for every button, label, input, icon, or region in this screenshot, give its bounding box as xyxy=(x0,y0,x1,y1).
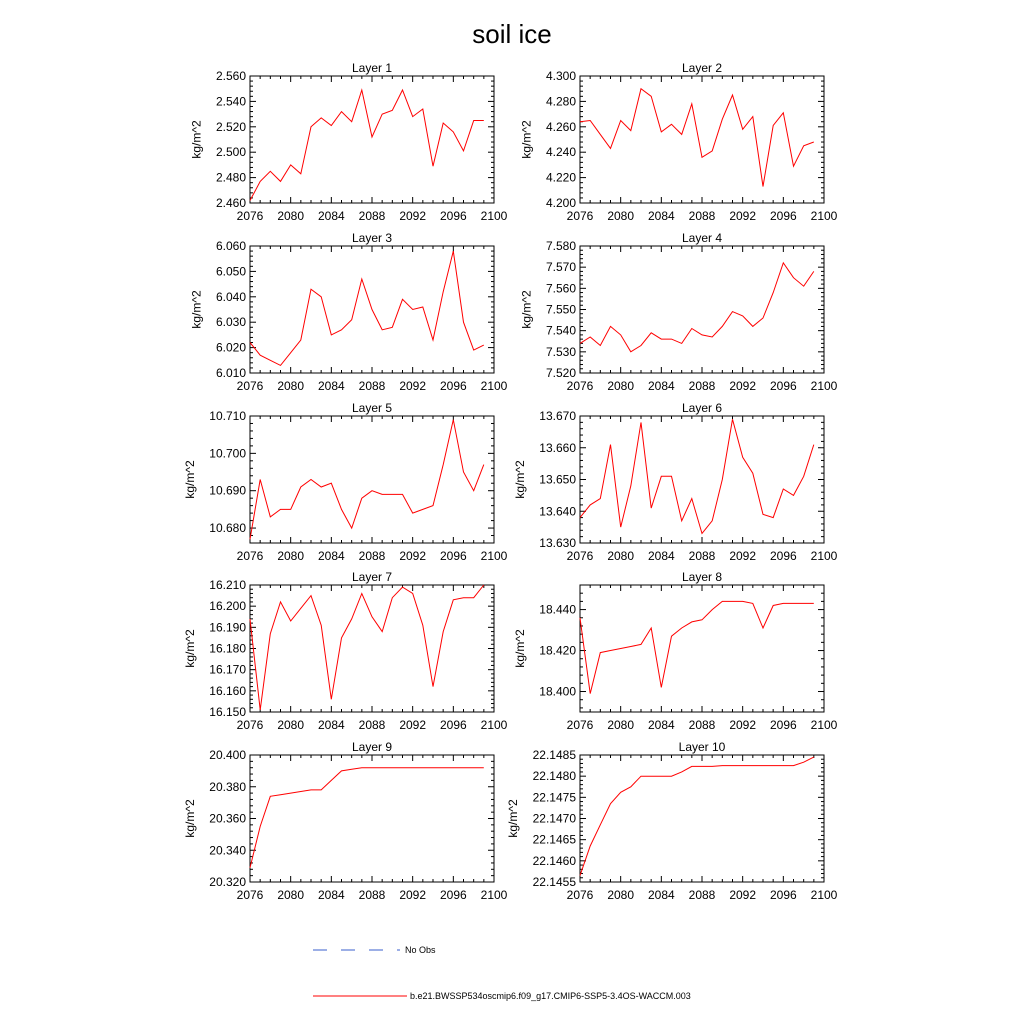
x-tick-label: 2088 xyxy=(688,549,716,563)
y-tick-label: 4.200 xyxy=(545,196,576,210)
y-tick-label: 10.710 xyxy=(209,409,246,423)
y-tick-label: 16.190 xyxy=(209,620,246,635)
x-tick-label: 2092 xyxy=(399,888,427,902)
y-tick-label: 4.240 xyxy=(545,145,576,160)
y-tick-label: 22.1475 xyxy=(532,790,576,805)
x-tick-label: 2080 xyxy=(607,888,635,902)
panel-title: Layer 3 xyxy=(351,231,393,245)
y-tick-label: 16.170 xyxy=(209,662,246,677)
y-axis-label: kg/m^2 xyxy=(182,629,197,668)
x-tick-label: 2080 xyxy=(277,209,305,223)
y-tick-label: 20.400 xyxy=(209,748,246,762)
y-tick-label: 16.150 xyxy=(209,705,246,719)
x-tick-label: 2088 xyxy=(358,718,386,732)
y-axis-label: kg/m^2 xyxy=(189,290,204,329)
x-tick-label: 2088 xyxy=(688,209,716,223)
x-tick-label: 2100 xyxy=(480,718,508,732)
y-tick-label: 13.670 xyxy=(539,409,576,423)
x-tick-label: 2080 xyxy=(277,549,305,563)
x-tick-label: 2092 xyxy=(399,379,427,393)
x-tick-label: 2080 xyxy=(277,379,305,393)
x-tick-label: 2084 xyxy=(647,549,675,563)
y-tick-label: 2.500 xyxy=(215,145,246,160)
y-tick-label: 22.1460 xyxy=(532,853,576,868)
figure-title: soil ice xyxy=(472,19,552,49)
y-tick-label: 7.540 xyxy=(545,323,576,338)
y-axis-label: kg/m^2 xyxy=(519,120,534,159)
y-tick-label: 7.550 xyxy=(545,302,576,317)
x-tick-label: 2076 xyxy=(566,209,594,223)
x-tick-label: 2100 xyxy=(810,549,838,563)
y-tick-label: 10.690 xyxy=(209,483,246,498)
x-tick-label: 2092 xyxy=(399,549,427,563)
y-tick-label: 7.530 xyxy=(545,344,576,359)
x-tick-label: 2084 xyxy=(317,888,345,902)
y-tick-label: 2.540 xyxy=(215,94,246,109)
x-tick-label: 2100 xyxy=(810,718,838,732)
x-tick-label: 2096 xyxy=(769,209,797,223)
y-tick-label: 4.260 xyxy=(545,119,576,134)
x-tick-label: 2100 xyxy=(480,379,508,393)
x-tick-label: 2084 xyxy=(317,379,345,393)
x-tick-label: 2096 xyxy=(769,549,797,563)
y-tick-label: 20.340 xyxy=(209,843,246,858)
x-tick-label: 2084 xyxy=(647,888,675,902)
y-tick-label: 13.650 xyxy=(539,472,576,487)
panel-title: Layer 1 xyxy=(351,61,393,75)
y-tick-label: 6.020 xyxy=(215,340,246,355)
y-axis-label: kg/m^2 xyxy=(189,120,204,159)
x-tick-label: 2076 xyxy=(566,888,594,902)
x-tick-label: 2092 xyxy=(729,209,757,223)
y-tick-label: 4.220 xyxy=(545,170,576,185)
y-tick-label: 7.570 xyxy=(545,260,576,275)
x-tick-label: 2092 xyxy=(399,718,427,732)
x-tick-label: 2092 xyxy=(729,718,757,732)
x-tick-label: 2092 xyxy=(729,888,757,902)
panel-title: Layer 8 xyxy=(681,570,723,584)
y-tick-label: 6.040 xyxy=(215,289,246,304)
y-axis-label: kg/m^2 xyxy=(519,290,534,329)
y-tick-label: 18.400 xyxy=(539,684,576,699)
x-tick-label: 2092 xyxy=(729,549,757,563)
y-axis-label: kg/m^2 xyxy=(506,799,521,838)
x-tick-label: 2084 xyxy=(317,209,345,223)
y-tick-label: 18.420 xyxy=(539,643,576,658)
y-tick-label: 6.050 xyxy=(215,264,246,279)
x-tick-label: 2080 xyxy=(607,209,635,223)
panel-title: Layer 2 xyxy=(681,61,723,75)
x-tick-label: 2076 xyxy=(236,379,264,393)
y-tick-label: 6.060 xyxy=(215,239,246,253)
x-tick-label: 2096 xyxy=(439,379,467,393)
x-tick-label: 2080 xyxy=(607,718,635,732)
y-tick-label: 18.440 xyxy=(539,602,576,617)
x-tick-label: 2080 xyxy=(607,549,635,563)
y-tick-label: 20.380 xyxy=(209,779,246,794)
legend-model-label: b.e21.BWSSP534oscmip6.f09_g17.CMIP6-SSP5-3.4OS-WACCM.003 xyxy=(410,991,691,1001)
y-tick-label: 22.1455 xyxy=(532,875,576,889)
x-tick-label: 2088 xyxy=(358,888,386,902)
y-tick-label: 4.300 xyxy=(545,69,576,83)
y-tick-label: 7.580 xyxy=(545,239,576,253)
y-tick-label: 13.630 xyxy=(539,536,576,550)
y-axis-label: kg/m^2 xyxy=(182,799,197,838)
x-tick-label: 2076 xyxy=(236,209,264,223)
y-tick-label: 13.640 xyxy=(539,504,576,519)
x-tick-label: 2088 xyxy=(688,718,716,732)
x-tick-label: 2076 xyxy=(566,549,594,563)
panel-title: Layer 4 xyxy=(681,231,723,245)
panel-title: Layer 6 xyxy=(681,401,723,415)
y-tick-label: 10.680 xyxy=(209,521,246,536)
x-tick-label: 2084 xyxy=(647,718,675,732)
x-tick-label: 2084 xyxy=(317,549,345,563)
x-tick-label: 2100 xyxy=(480,209,508,223)
x-tick-label: 2084 xyxy=(647,379,675,393)
x-tick-label: 2092 xyxy=(729,379,757,393)
y-tick-label: 7.520 xyxy=(545,366,576,380)
x-tick-label: 2100 xyxy=(810,888,838,902)
y-tick-label: 22.1470 xyxy=(532,811,576,826)
x-tick-label: 2076 xyxy=(566,379,594,393)
panel-title: Layer 9 xyxy=(351,740,393,754)
y-tick-label: 13.660 xyxy=(539,440,576,455)
y-tick-label: 6.010 xyxy=(215,366,246,380)
y-tick-label: 20.360 xyxy=(209,811,246,826)
x-tick-label: 2080 xyxy=(277,718,305,732)
x-tick-label: 2076 xyxy=(236,718,264,732)
x-tick-label: 2096 xyxy=(439,888,467,902)
x-tick-label: 2100 xyxy=(480,549,508,563)
y-tick-label: 16.200 xyxy=(209,599,246,614)
x-tick-label: 2088 xyxy=(688,379,716,393)
y-tick-label: 2.480 xyxy=(215,170,246,185)
x-tick-label: 2080 xyxy=(607,379,635,393)
y-tick-label: 16.180 xyxy=(209,641,246,656)
y-axis-label: kg/m^2 xyxy=(182,460,197,499)
x-tick-label: 2092 xyxy=(399,209,427,223)
x-tick-label: 2076 xyxy=(236,888,264,902)
panel-title: Layer 5 xyxy=(351,401,393,415)
x-tick-label: 2080 xyxy=(277,888,305,902)
y-axis-label: kg/m^2 xyxy=(512,629,527,668)
y-tick-label: 2.460 xyxy=(215,196,246,210)
x-tick-label: 2088 xyxy=(358,209,386,223)
y-tick-label: 16.160 xyxy=(209,683,246,698)
x-tick-label: 2084 xyxy=(647,209,675,223)
y-tick-label: 22.1465 xyxy=(532,832,576,847)
y-axis-label: kg/m^2 xyxy=(512,460,527,499)
x-tick-label: 2096 xyxy=(439,549,467,563)
x-tick-label: 2100 xyxy=(810,209,838,223)
y-tick-label: 2.560 xyxy=(215,69,246,83)
x-tick-label: 2096 xyxy=(439,209,467,223)
x-tick-label: 2084 xyxy=(317,718,345,732)
legend-obs-label: No Obs xyxy=(405,945,436,955)
y-tick-label: 22.1480 xyxy=(532,769,576,784)
y-tick-label: 4.280 xyxy=(545,94,576,109)
panel-title: Layer 7 xyxy=(351,570,393,584)
y-tick-label: 10.700 xyxy=(209,446,246,461)
x-tick-label: 2096 xyxy=(769,718,797,732)
panel-title: Layer 10 xyxy=(678,740,726,754)
x-tick-label: 2076 xyxy=(566,718,594,732)
y-tick-label: 22.1485 xyxy=(532,748,576,762)
y-tick-label: 6.030 xyxy=(215,315,246,330)
x-tick-label: 2096 xyxy=(769,379,797,393)
x-tick-label: 2088 xyxy=(688,888,716,902)
y-tick-label: 7.560 xyxy=(545,281,576,296)
y-tick-label: 2.520 xyxy=(215,119,246,134)
x-tick-label: 2096 xyxy=(439,718,467,732)
x-tick-label: 2100 xyxy=(480,888,508,902)
x-tick-label: 2088 xyxy=(358,549,386,563)
y-tick-label: 20.320 xyxy=(209,875,246,889)
x-tick-label: 2100 xyxy=(810,379,838,393)
x-tick-label: 2076 xyxy=(236,549,264,563)
y-tick-label: 16.210 xyxy=(209,578,246,592)
x-tick-label: 2088 xyxy=(358,379,386,393)
x-tick-label: 2096 xyxy=(769,888,797,902)
